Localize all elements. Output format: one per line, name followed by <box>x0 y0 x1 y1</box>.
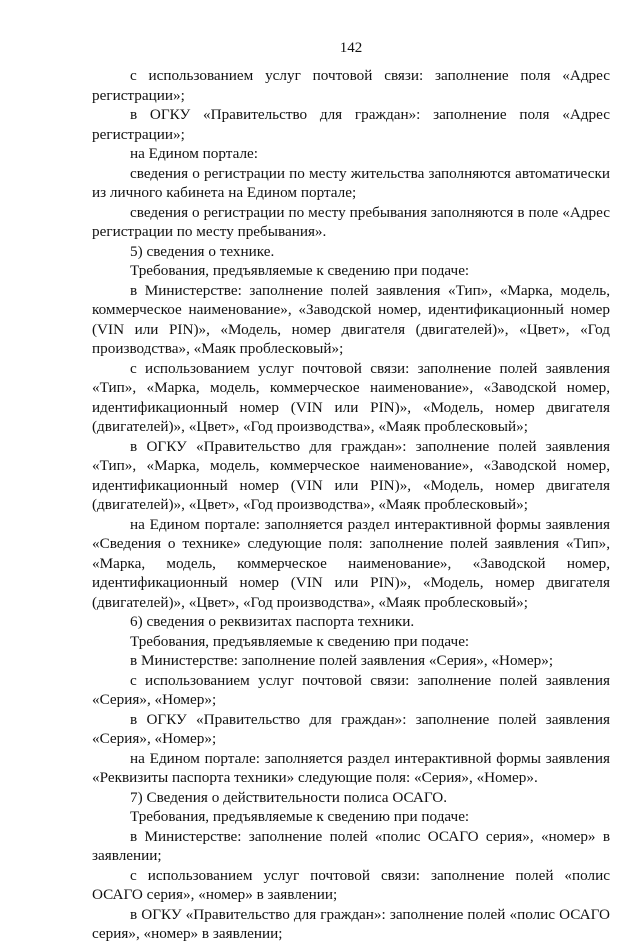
paragraph-portal-heading: на Едином портале: <box>130 145 258 162</box>
paragraph-portal-tech: на Едином портале: заполняется раздел интерактивной формы заявления «Сведения о технике» следующие поля: заполнение полей заявления «Тип», «Марка, модель, коммерческое наименование», «Заводской номер, идентификационный номер (VIN или PIN)», «Модель, номер двигателя (двигателей)», «Цвет», «Год производства», «Маяк проблесковый»; <box>92 515 610 611</box>
paragraph-postal-tech: с использованием услуг почтовой связи: заполнение полей заявления «Тип», «Марка, модель, коммерческое наименование», «Заводской номер, идентификационный номер (VIN или PIN)», «Модель, номер двигателя (двигателей)», «Цвет», «Год производства», «Маяк проблесковый»; <box>92 359 610 435</box>
paragraph-ministry-osago: в Министерстве: заполнение полей «полис ОСАГО серия», «номер» в заявлении; <box>92 827 610 864</box>
paragraph-postal-osago: с использованием услуг почтовой связи: заполнение полей «полис ОСАГО серия», «номер» в заявлении; <box>92 866 610 903</box>
section-6-heading: 6) сведения о реквизитах паспорта техники. <box>130 613 415 630</box>
page-number: 142 <box>339 40 363 56</box>
paragraph-postal-address: с использованием услуг почтовой связи: заполнение поля «Адрес регистрации»; <box>92 67 610 104</box>
requirements-heading-7: Требования, предъявляемые к сведению при подаче: <box>130 808 470 825</box>
requirements-heading-5: Требования, предъявляемые к сведению при подаче: <box>130 262 470 279</box>
section-5-heading: 5) сведения о технике. <box>130 242 275 260</box>
requirements-heading-6: Требования, предъявляемые к сведению при подаче: <box>130 632 470 650</box>
paragraph-ministry-passport: в Министерстве: заполнение полей заявления «Серия», «Номер»; <box>130 652 554 669</box>
paragraph-ogku-osago: в ОГКУ «Правительство для граждан»: заполнение полей «полис ОСАГО серия», «номер» в заявлении; <box>92 905 610 942</box>
paragraph-ministry-tech: в Министерстве: заполнение полей заявления «Тип», «Марка, модель, коммерческое наименование», «Заводской номер, идентификационный номер (VIN или PIN)», «Модель, номер двигателя (двигателей)», «Цвет», «Год производства», «Маяк проблесковый»; <box>92 281 610 357</box>
paragraph-postal-passport: с использованием услуг почтовой связи: заполнение полей заявления «Серия», «Номер»; <box>92 671 610 708</box>
paragraph-residence-auto: сведения о регистрации по месту жительства заполняются автоматически из личного кабинета на Едином портале; <box>92 164 610 201</box>
paragraph-ogku-tech: в ОГКУ «Правительство для граждан»: заполнение полей заявления «Тип», «Марка, модель, коммерческое наименование», «Заводской номер, идентификационный номер (VIN или PIN)», «Модель, номер двигателя (двигателей)», «Цвет», «Год производства», «Маяк проблесковый»; <box>92 437 610 513</box>
paragraph-stay-address: сведения о регистрации по месту пребывания заполняются в поле «Адрес регистрации по месту пребывания». <box>92 203 610 240</box>
paragraph-ogku-passport: в ОГКУ «Правительство для граждан»: заполнение полей заявления «Серия», «Номер»; <box>92 710 610 747</box>
paragraph-ogku-address: в ОГКУ «Правительство для граждан»: заполнение поля «Адрес регистрации»; <box>92 106 610 143</box>
document-page <box>92 38 610 944</box>
section-7-heading: 7) Сведения о действительности полиса ОСАГО. <box>130 788 448 806</box>
paragraph-portal-passport: на Едином портале: заполняется раздел интерактивной формы заявления «Реквизиты паспорта техники» следующие поля: «Серия», «Номер». <box>92 749 610 786</box>
